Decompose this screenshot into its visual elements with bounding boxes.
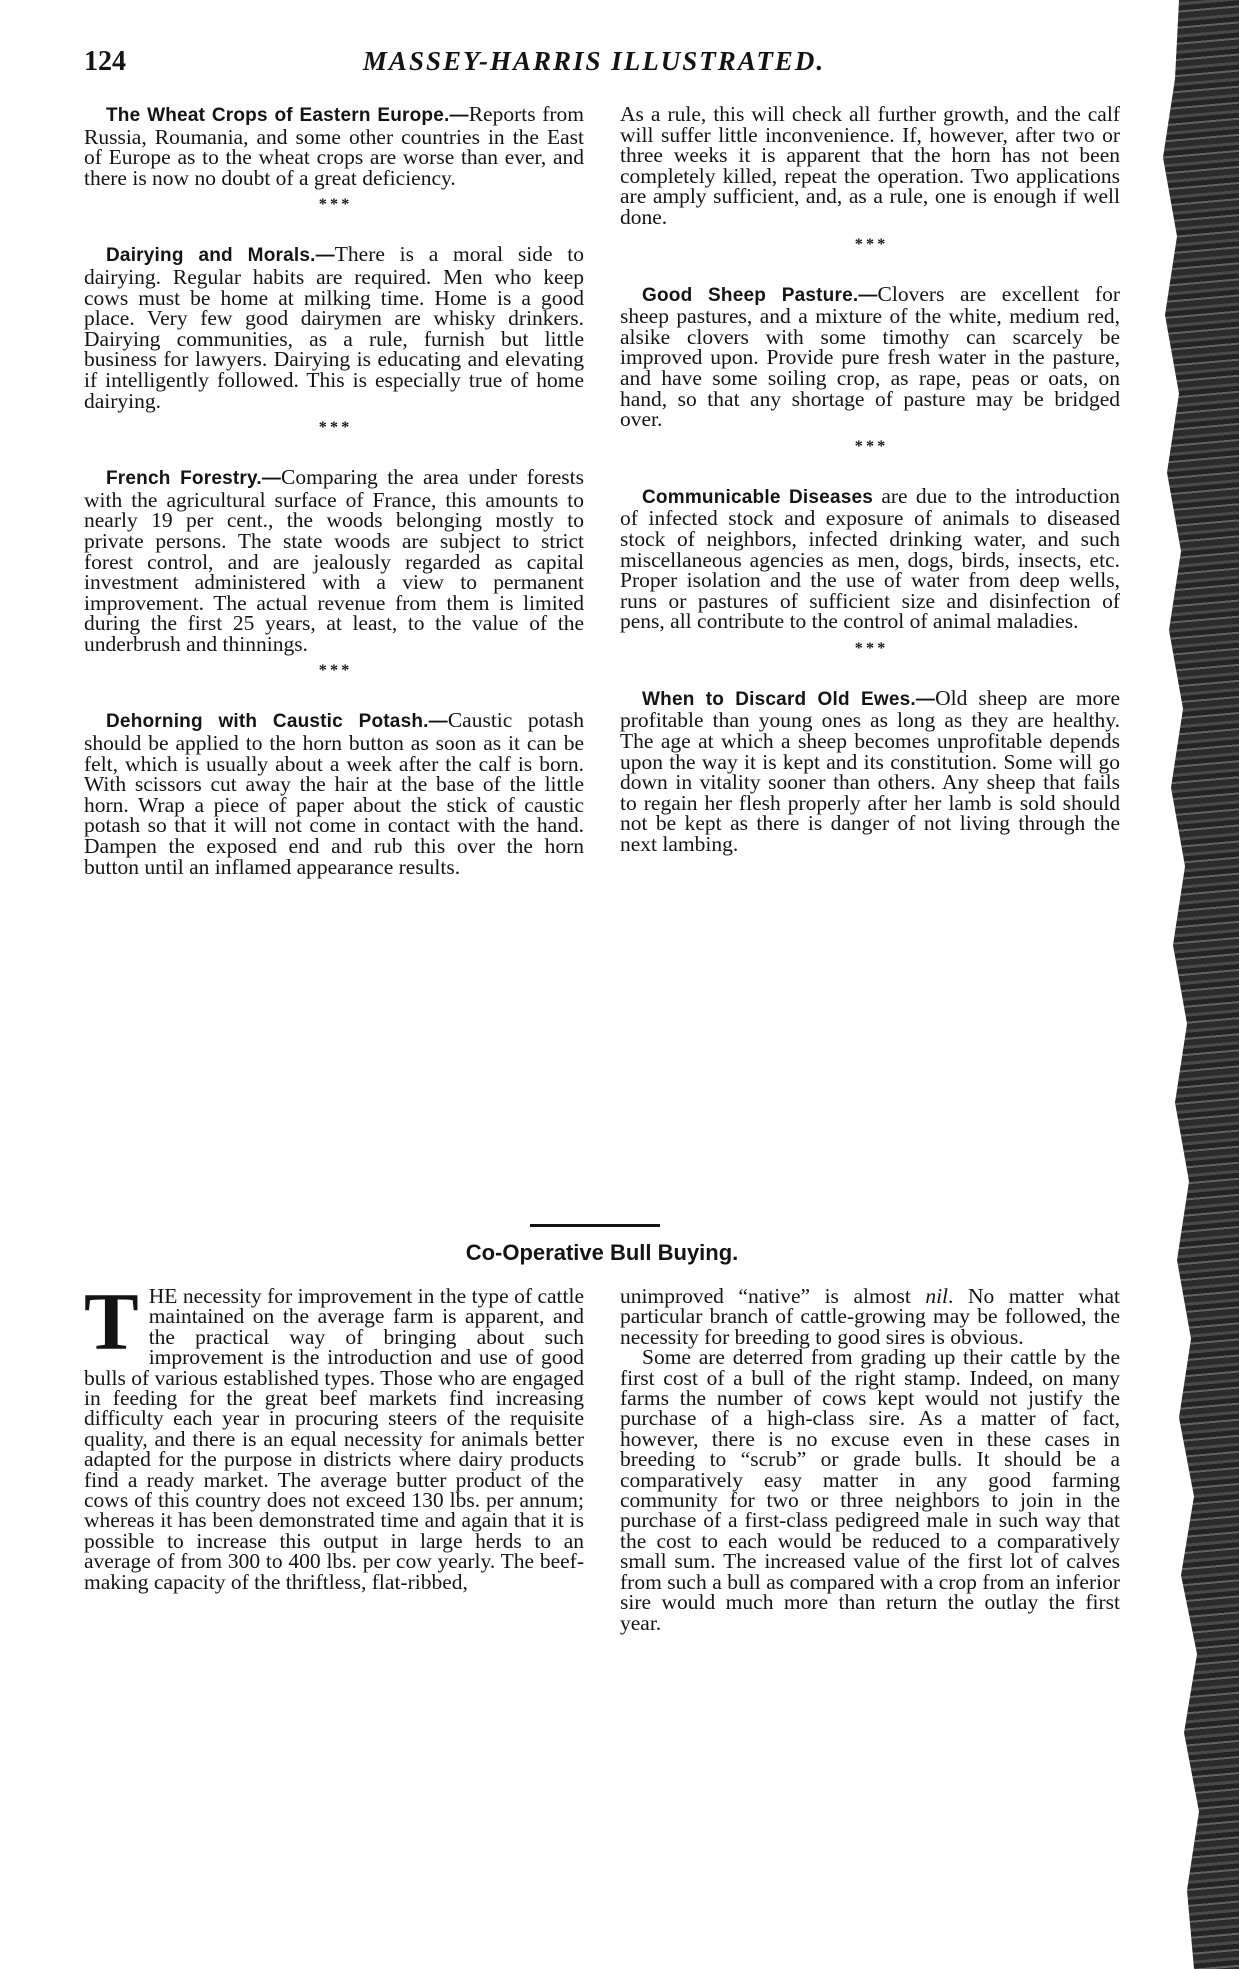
asterism-separator: * * *	[854, 235, 886, 253]
article-right-column	[620, 1286, 1120, 1633]
left-column	[84, 104, 584, 883]
item-body: Clovers are excellent for sheep pastures, and a mixture of the white, medium red, alsike clovers with some timothy can scarcely be improved upon. Provide pure fresh water in the pasture, and have some soiling crop, as rape, peas or oats, on hand, so that any shortage of pasture may be bridged over.	[620, 281, 1120, 432]
item-title: Dehorning with Caustic Potash.—	[106, 711, 448, 733]
article-left-column	[84, 1276, 584, 1594]
item-body: Caustic potash should be applied to the horn button as soon as it can be felt, which is usually about a week after the calf is born. With scissors cut away the hair at the base of the little horn. Wrap a piece of paper about the stick of caustic potash so that it will not come in contact with the hand. Dampen the exposed end and rub this over the horn button until an inflamed appearance results.	[84, 708, 585, 879]
item-title: Communicable Diseases	[642, 486, 874, 508]
asterism-separator: * * *	[318, 662, 350, 680]
item-body: Comparing the area under forests with the agricultural surface of France, this amounts to nearly 19 per cent., the woods belonging mostly to private persons. The state woods are subject to strict forest control, and are jealously regarded as capital investment administered with a view to permanent improvement. The actual revenue from them is limited during the first 25 years, at least, to the value of the underbrush and thinnings.	[84, 465, 584, 656]
running-head	[84, 46, 1124, 80]
item-title: Dairying and Morals.—	[106, 245, 335, 267]
article-emphasis: nil	[925, 1284, 949, 1308]
article-body-right-2: Some are deterred from grading up their cattle by the first cost of a bull of the right stamp. Indeed, on many farms the number of cows kept would not justify the purchase of a high-class sire. As a matter of fact, however, there is no excuse even in these cases in breeding to “scrub” or grade bulls. It should be a comparatively easy matter in any good farming community for two or three neighbors to join in the purchase of a first-class pedigreed male in such way that the cost to each would be reduced to a comparatively small sum. The increased value of the first lot of calves from such a bull as compared with a crop from an inferior sire would much more than return the outlay the first year.	[620, 1345, 1120, 1635]
right-column	[620, 104, 1120, 861]
news-item-dehorning-continued	[620, 104, 1120, 228]
torn-page-edge	[1139, 0, 1239, 1969]
item-body: Old sheep are more profitable than young ones as long as they are healthy. The age at which a sheep becomes unprofitable depends upon the way it is kept and its constitution. Some will go down in vitality sooner than others. Any sheep that fails to regain her flesh properly after her lamb is sold should not be kept as there is danger of not living through the next lambing.	[620, 685, 1120, 857]
item-body: are due to the introduction of infected stock and exposure of animals to diseased stock of neighbors, infected drinking water, and such miscellaneous agencies as men, dogs, birds, insects, etc. Proper isolation and the use of water from deep wells, runs or pastures of sufficient size and disinfection of pens, all contribute to the control of animal maladies.	[620, 483, 1121, 634]
asterism-separator: * * *	[318, 419, 350, 437]
news-item-dairying-morals	[84, 244, 584, 411]
journal-title: MASSEY-HARRIS ILLUSTRATED.	[362, 46, 826, 76]
news-item-old-ewes	[620, 685, 1120, 857]
article-title: Co-Operative Bull Buying.	[465, 1240, 739, 1265]
article-body-right-1a: unimproved “native” is almost	[620, 1284, 926, 1308]
item-title: French Forestry.—	[106, 468, 282, 490]
page-number: 124	[84, 46, 126, 77]
asterism-separator: * * *	[318, 196, 350, 214]
news-item-wheat-crops	[84, 104, 584, 188]
news-item-dehorning	[84, 710, 584, 877]
news-item-communicable-diseases	[620, 483, 1121, 634]
article-body-right-1b: . No matter what particular branch of cattle-growing may be followed, the necessity for breeding to good sires is obvious.	[620, 1284, 1120, 1349]
article-body-left: HE necessity for improvement in the type of cattle maintained on the average farm is apparent, and the practical way of bringing about such improvement is the introduction and use of good bulls of various established types. Those who are engaged in feeding for the great beef markets find increasing difficulty each year in procuring steers of the requisite quality, and there is an equal necessity for animals better adapted for the purpose in districts where dairy products find a ready market. The average butter product of the cows of this country does not exceed 130 lbs. per annum; whereas it has been demonstrated time and again that it is possible to increase this output in large herds to an average of from 300 to 400 lbs. per cow yearly. The beef-making capacity of the thriftless, flat-ribbed,	[84, 1284, 584, 1594]
news-item-sheep-pasture	[620, 281, 1120, 432]
news-item-french-forestry	[84, 467, 584, 654]
asterism-separator: * * *	[854, 437, 886, 455]
item-title: The Wheat Crops of Eastern Europe.—	[106, 105, 469, 126]
item-body: There is a moral side to dairying. Regular habits are required. Men who keep cows must be home at milking time. Home is a good place. Very few good dairymen are whisky drinkers. Dairying communities, as a rule, furnish but little business for lawyers. Dairying is educating and elevating if intelligently followed. This is especially true of home dairying.	[84, 242, 584, 413]
item-body: As a rule, this will check all further growth, and the calf will suffer little inconvenience. If, however, after two or three weeks it is apparent that the horn has not been completely killed, repeat the operation. Two applications are amply sufficient, and, as a rule, one is enough if well done.	[620, 102, 1120, 229]
item-title: When to Discard Old Ewes.—	[642, 688, 936, 710]
item-body: Reports from Russia, Roumania, and some other countries in the East of Europe as to the wheat crops are worse than ever, and there is now no doubt of a great deficiency.	[84, 102, 584, 190]
item-title: Good Sheep Pasture.—	[642, 284, 878, 306]
drop-cap: T	[84, 1276, 139, 1367]
section-divider-rule	[530, 1224, 660, 1227]
asterism-separator: * * *	[854, 639, 886, 657]
